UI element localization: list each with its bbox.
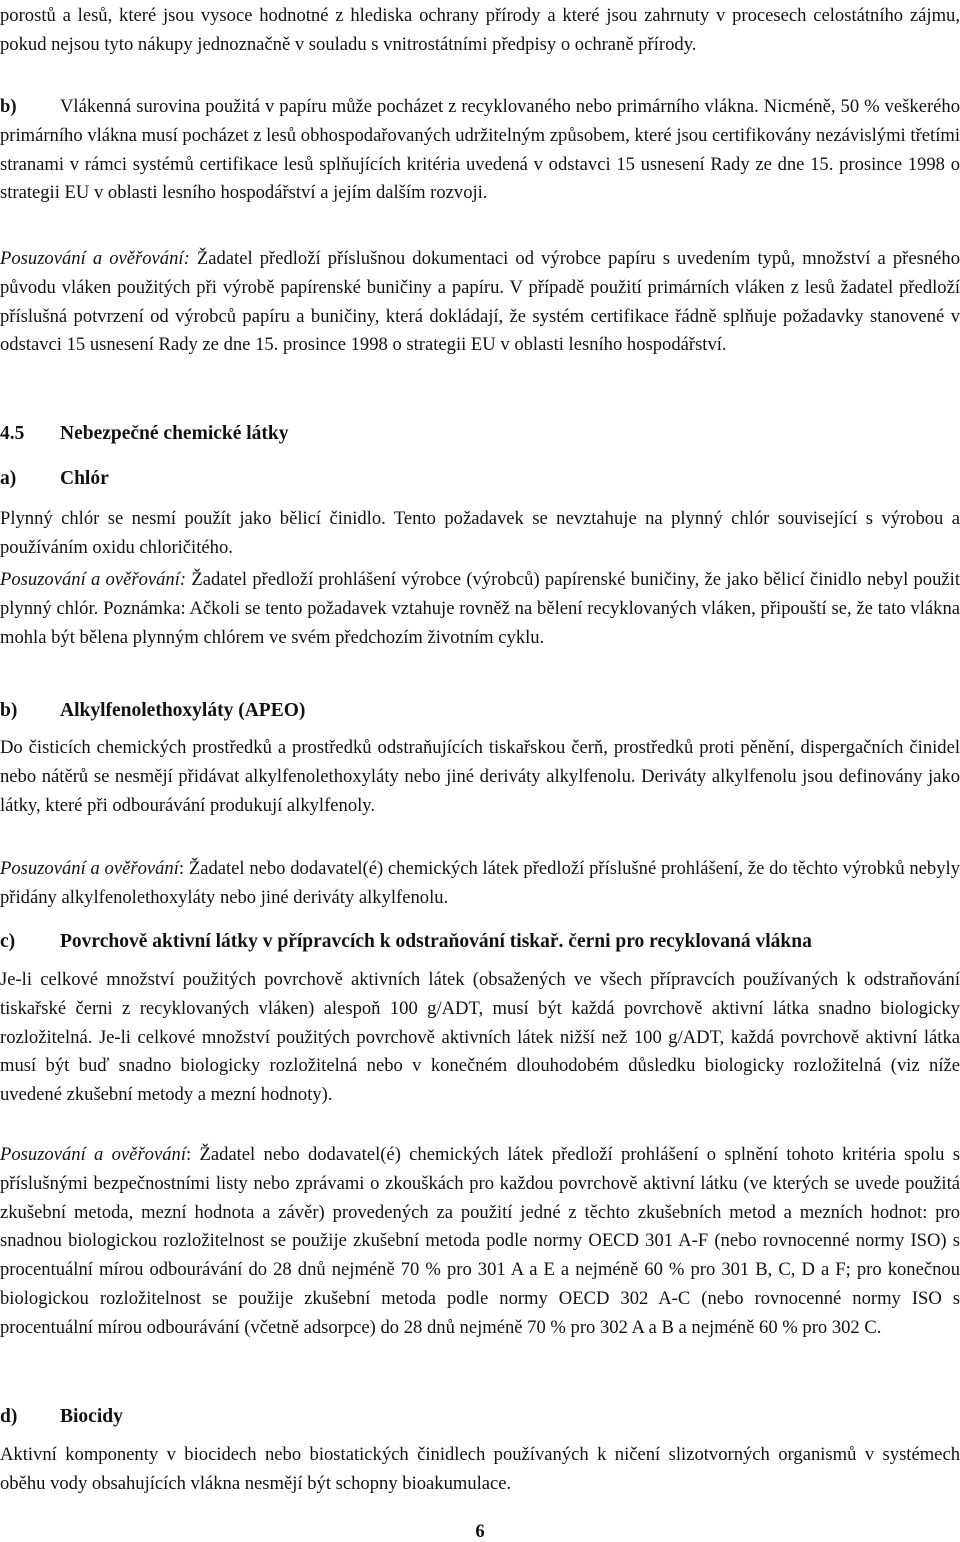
fiber-label: b) (0, 96, 17, 117)
intro-text: porostů a lesů, které jsou vysoce hodnotné z hlediska ochrany přírody a které jsou zahrnuty v procesech celostátního zájmu, pokud nejsou tyto nákupy jednoznačně v souladu s vnitrostátními předpisy o ochraně přírody. (0, 5, 960, 55)
assessment-label: Posuzování a ověřování: (0, 248, 190, 269)
subsection-c-heading (0, 928, 812, 956)
subsection-d-text: Aktivní komponenty v biocidech nebo biostatických činidlech používaných k ničení slizotvorných organismů v systémech oběhu vody obsahujících vlákna nesmějí být schopny bioakumulace. (0, 1444, 960, 1494)
section-heading (0, 420, 289, 448)
fiber-paragraph (0, 93, 960, 208)
fiber-assessment (0, 245, 960, 360)
subsection-d-heading (0, 1403, 123, 1431)
subsection-a-label: a) (0, 468, 17, 489)
subsection-c-title: Povrchově aktivní látky v přípravcích k odstraňování tiskař. černi pro recyklovaná vlákna (60, 931, 812, 952)
fiber-text: Nicméně, 50 % veškerého primárního vlákna musí pocházet z lesů obhospodařovaných udržitelným způsobem, které jsou certifikovány nezávislými třetími stranami v rámci systémů certifikace lesů splňujících kritéria uvedená v odstavci 15 usnesení Rady ze dne 15. prosince 1998 o strategii EU v oblasti lesního hospodářství a jejím dalším rozvoji. (0, 96, 960, 204)
section-title: Nebezpečné chemické látky (60, 423, 289, 444)
subsection-a-text: Plynný chlór se nesmí použít jako bělicí činidlo. Tento požadavek se nevztahuje na plynný chlór související s výrobou a používáním oxidu chloričitého. (0, 508, 960, 558)
page-number: 6 (475, 1521, 485, 1542)
subsection-c-label: c) (0, 931, 16, 952)
subsection-b-assessment: Posuzování a ověřování: Žadatel nebo dodavatel(é) chemických látek předloží příslušné prohlášení, že do těchto výrobků nebyly přidány alkylfenolethoxyláty nebo jiné deriváty alkylfenolu. (0, 858, 960, 908)
subsection-c-text: Je-li celkové množství použitých povrchově aktivních látek (obsažených ve všech přípravcích používaných k odstraňování tiskařské černi z recyklovaných vláken) alespoň 100 g/ADT, musí být každá povrchově aktivní látka snadno biologicky rozložitelná. Je-li celkové množství použitých povrchově aktivních látek nižší než 100 g/ADT, každá povrchově aktivní látka musí být buď snadno biologicky rozložitelná nebo v konečném dlouhodobém důsledku biologicky rozložitelná (viz níže uvedené zkušební metody a mezní hodnoty). (0, 969, 960, 1106)
intro-paragraph (0, 2, 960, 60)
subsection-b-label: b) (0, 700, 18, 721)
subsection-a-assessment: Posuzování a ověřování: Žadatel předloží prohlášení výrobce (výrobců) papírenské buničiny, že jako bělicí činidlo nebyl použit plynný chlór. Poznámka: Ačkoli se tento požadavek vztahuje rovněž na bělení recyklovaných vláken, připouští se, že tato vlákna mohla být bělena plynným chlórem ve svém předchozím životním cyklu. (0, 569, 960, 648)
subsection-d-title: Biocidy (60, 1406, 123, 1427)
subsection-b-text: Do čisticích chemických prostředků a prostředků odstraňujících tiskařskou čerň, prostředků proti pěnění, dispergačních činidel nebo nátěrů se nesmějí přidávat alkylfenolethoxyláty nebo jiné deriváty alkylfenolu. Deriváty alkylfenolu jsou definovány jako látky, které při odbourávání produkují alkylfenoly. (0, 737, 960, 816)
subsection-b-heading (0, 697, 305, 725)
assessment-text: Žadatel předloží příslušnou dokumentaci od výrobce papíru s uvedením typů, množství a přesného původu vláken použitých při výrobě papírenské buničiny a papíru. V případě použití primárních vláken z lesů žadatel předloží příslušná potvrzení od výrobců papíru a buničiny, která dokládají, že systém certifikace řádně splňuje požadavky stanovené v odstavci 15 usnesení Rady ze dne 15. prosince 1998 o strategii EU v oblasti lesního hospodářství. (0, 248, 960, 356)
subsection-b-title: Alkylfenolethoxyláty (APEO) (60, 700, 306, 721)
subsection-a-title: Chlór (60, 468, 109, 489)
subsection-d-label: d) (0, 1406, 18, 1427)
subsection-a-heading (0, 465, 109, 493)
section-number: 4.5 (0, 423, 25, 444)
subsection-c-assessment: Posuzování a ověřování: Žadatel nebo dodavatel(é) chemických látek předloží prohlášení o splnění tohoto kritéria spolu s příslušnými bezpečnostními listy nebo zprávami o zkouškách pro každou povrchově aktivní látku (ve kterých se uvede použitá zkušební metoda, mezní hodnota a závěr) provedených za použití jedné z těchto zkušebních metod a mezních hodnot: pro snadnou biologickou rozložitelnost se použije zkušební metoda podle normy OECD 301 A-F (nebo rovnocenné normy ISO) s procentuální mírou odbourávání do 28 dnů nejméně 70 % pro 301 A a E a nejméně 60 % pro 301 B, C, D a F; pro konečnou biologickou rozložitelnost se použije zkušební metoda podle normy OECD 302 A-C (nebo rovnocenné normy ISO s procentuální mírou odbourávání (včetně adsorpce) do 28 dnů nejméně 70 % pro 302 A a B a nejméně 60 % pro 302 C. (0, 1144, 960, 1338)
fiber-title: Vlákenná surovina použitá v papíru může pocházet z recyklovaného nebo primárního vlákna. (60, 96, 759, 117)
